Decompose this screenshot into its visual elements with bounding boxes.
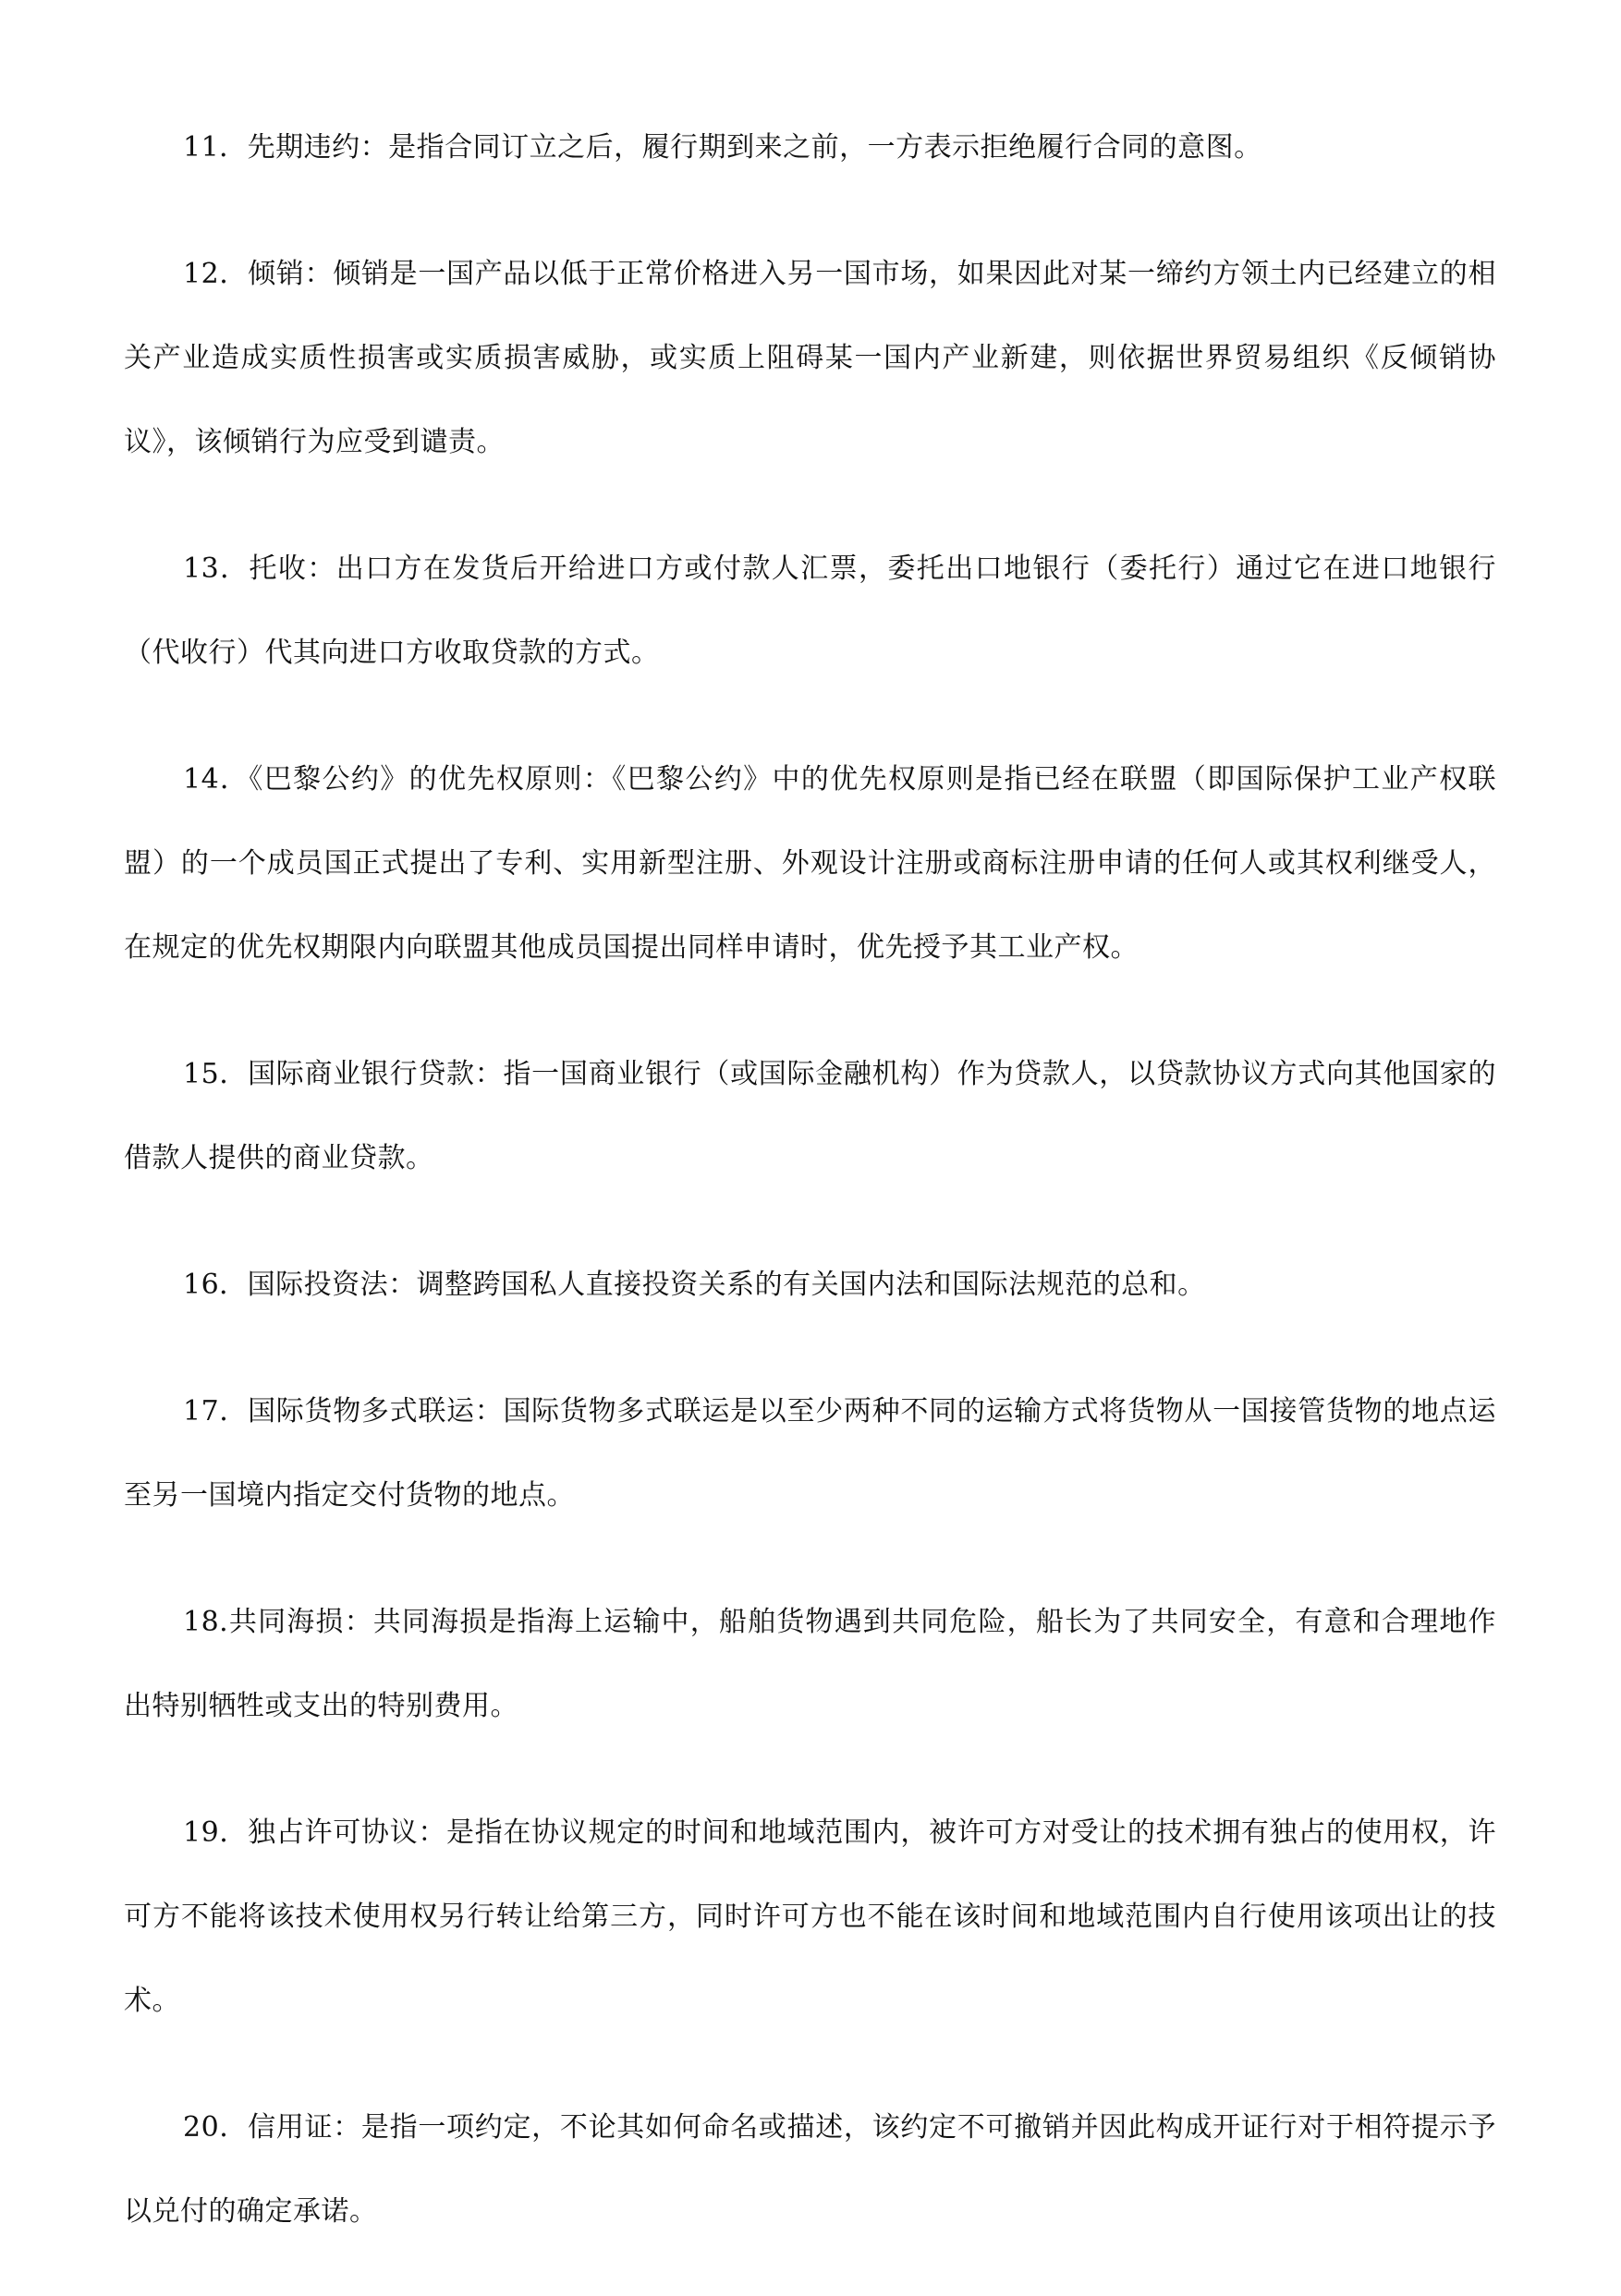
paragraph-18: 18.共同海损：共同海损是指海上运输中，船舶货物遇到共同危险，船长为了共同安全，有意和合理地作出特别牺牲或支出的特别费用。 xyxy=(124,1606,1496,1722)
paragraph-17: 17．国际货物多式联运：国际货物多式联运是以至少两种不同的运输方式将货物从一国接管货物的地点运至另一国境内指定交付货物的地点。 xyxy=(124,1395,1496,1512)
paragraph-20: 20．信用证：是指一项约定，不论其如何命名或描述，该约定不可撤销并因此构成开证行对于相符提示予以兑付的确定承诺。 xyxy=(124,2111,1496,2228)
paragraph-15: 15．国际商业银行贷款：指一国商业银行（或国际金融机构）作为贷款人，以贷款协议方式向其他国家的借款人提供的商业贷款。 xyxy=(124,1058,1496,1174)
paragraph-11: 11．先期违约：是指合同订立之后，履行期到来之前，一方表示拒绝履行合同的意图。 xyxy=(183,131,1262,164)
document-body xyxy=(124,105,1496,2296)
paragraph-16: 16．国际投资法：调整跨国私人直接投资关系的有关国内法和国际法规范的总和。 xyxy=(183,1269,1206,1301)
paragraph-19: 19．独占许可协议：是指在协议规定的时间和地域范围内，被许可方对受让的技术拥有独占的使用权，许可方不能将该技术使用权另行转让给第三方，同时许可方也不能在该时间和地域范围内自行使用该项出让的技术。 xyxy=(124,1816,1496,2017)
paragraph-14: 14．《巴黎公约》的优先权原则：《巴黎公约》中的优先权原则是指已经在联盟（即国际保护工业产权联盟）的一个成员国正式提出了专利、实用新型注册、外观设计注册或商标注册申请的任何人或其权利继受人，在规定的优先权期限内向联盟其他成员国提出同样申请时，优先授予其工业产权。 xyxy=(124,763,1496,964)
paragraph-12: 12．倾销：倾销是一国产品以低于正常价格进入另一国市场，如果因此对某一缔约方领土内已经建立的相关产业造成实质性损害或实质损害威胁，或实质上阻碍某一国内产业新建，则依据世界贸易组织《反倾销协议》，该倾销行为应受到谴责。 xyxy=(124,258,1496,458)
paragraph-13: 13．托收：出口方在发货后开给进口方或付款人汇票，委托出口地银行（委托行）通过它在进口地银行（代收行）代其向进口方收取贷款的方式。 xyxy=(124,553,1496,669)
